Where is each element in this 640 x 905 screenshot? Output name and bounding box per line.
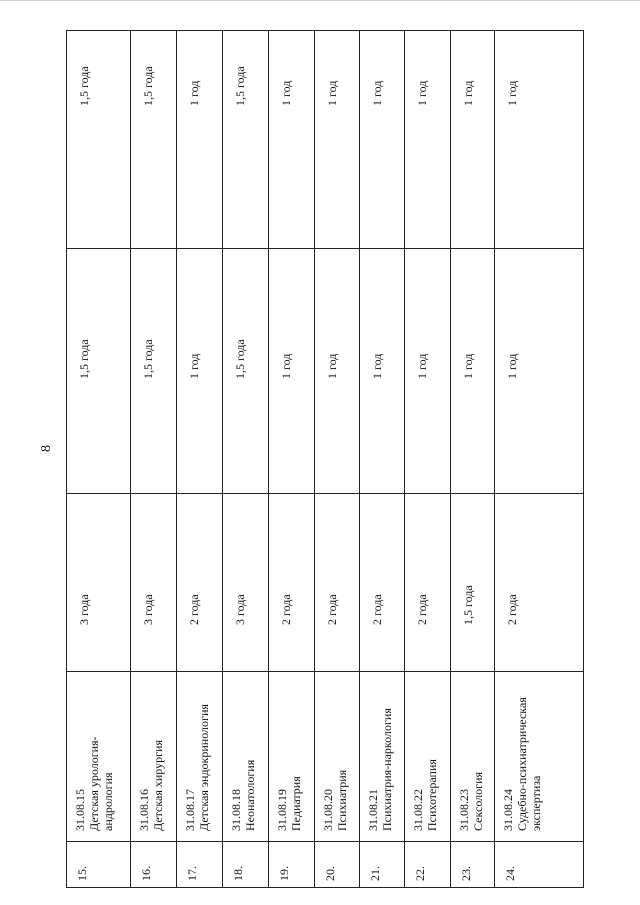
cell-col4 [315, 248, 359, 493]
specialty-text [457, 772, 485, 831]
cell-col3 [360, 493, 404, 671]
duration-col3: 2 года [325, 594, 339, 625]
specialty-name-line: Педиатрия [289, 776, 303, 831]
cell-col4 [269, 248, 314, 493]
cell-num [315, 841, 359, 888]
table-row [360, 30, 405, 888]
cell-col4 [405, 248, 450, 493]
cell-num [495, 841, 583, 888]
duration-col4: 1 год [370, 353, 384, 379]
cell-col4 [360, 248, 404, 493]
duration-col5: 1 год [187, 80, 201, 106]
duration-col5: 1,5 года [77, 66, 91, 106]
cell-num [405, 841, 450, 888]
cell-col3 [177, 493, 222, 671]
table-row [66, 30, 131, 888]
cell-name [67, 671, 130, 841]
cell-num [269, 841, 314, 888]
duration-col4: 1,5 года [141, 339, 155, 379]
page-top-edge [0, 0, 640, 1]
specialty-name-line: Психиатрия [335, 769, 349, 831]
cell-col5 [269, 30, 314, 248]
cell-col3 [315, 493, 359, 671]
cell-col3 [223, 493, 268, 671]
table-row [405, 30, 451, 888]
cell-num [223, 841, 268, 888]
specialty-name-line: Психотерапия [425, 759, 439, 831]
cell-col4 [177, 248, 222, 493]
table-row [451, 30, 495, 888]
duration-col3: 2 года [415, 594, 429, 625]
row-number: 16. [139, 866, 153, 881]
duration-col3: 2 года [505, 594, 519, 625]
duration-col4: 1 год [461, 353, 475, 379]
specialty-code: 31.08.23 [457, 789, 471, 831]
cell-num [177, 841, 222, 888]
specialty-code: 31.08.20 [321, 789, 335, 831]
specialty-name-line: Сексология [471, 771, 485, 831]
row-number: 23. [459, 866, 473, 881]
duration-col5: 1 год [415, 80, 429, 106]
table-row [269, 30, 315, 888]
duration-col5: 1 год [505, 80, 519, 106]
cell-col5 [315, 30, 359, 248]
cell-col5 [67, 30, 130, 248]
cell-col5 [177, 30, 222, 248]
cell-name [495, 671, 583, 841]
duration-col5: 1,5 года [233, 66, 247, 106]
specialty-name-line: Детская эндокринология [197, 704, 211, 831]
specialty-code: 31.08.19 [275, 789, 289, 831]
duration-col4: 1 год [415, 353, 429, 379]
cell-col4 [223, 248, 268, 493]
specialty-name-line: Детская хирургия [151, 740, 165, 831]
cell-col5 [451, 30, 494, 248]
specialty-name-line: Детская урология- [87, 736, 101, 831]
duration-col4: 1 год [505, 353, 519, 379]
duration-col3: 3 года [77, 594, 91, 625]
cell-col3 [405, 493, 450, 671]
specialty-code: 31.08.21 [366, 789, 380, 831]
specialty-code: 31.08.16 [137, 789, 151, 831]
cell-num [451, 841, 494, 888]
cell-col4 [495, 248, 583, 493]
duration-col4: 1,5 года [77, 339, 91, 379]
specialty-code: 31.08.24 [501, 789, 515, 831]
table-row [315, 30, 360, 888]
cell-col5 [405, 30, 450, 248]
row-number: 15. [75, 866, 89, 881]
specialty-text [501, 697, 543, 831]
duration-col3: 3 года [141, 594, 155, 625]
duration-col5: 1 год [461, 80, 475, 106]
cell-col5 [131, 30, 176, 248]
cell-col3 [269, 493, 314, 671]
page-number: 8 [39, 445, 54, 452]
specialty-name-line: экспертиза [529, 775, 543, 831]
duration-col4: 1 год [325, 353, 339, 379]
cell-col3 [495, 493, 583, 671]
specialty-code: 31.08.18 [229, 789, 243, 831]
cell-name [177, 671, 222, 841]
specialty-name-line: андрология [101, 772, 115, 831]
cell-name [269, 671, 314, 841]
cell-name [360, 671, 404, 841]
table-row [131, 30, 177, 888]
specialty-name-line: Неонатология [243, 759, 257, 831]
duration-col3: 2 года [370, 594, 384, 625]
row-number: 19. [277, 866, 291, 881]
row-number: 17. [185, 866, 199, 881]
row-number: 24. [503, 866, 517, 881]
cell-col3 [451, 493, 494, 671]
duration-col3: 2 года [187, 594, 201, 625]
specialty-text [73, 736, 115, 831]
specialty-text [411, 759, 439, 831]
duration-col4: 1 год [187, 353, 201, 379]
duration-col3: 2 года [279, 594, 293, 625]
row-number: 18. [231, 866, 245, 881]
cell-name [405, 671, 450, 841]
specialty-name-line: Судебно-психиатрическая [515, 697, 529, 831]
cell-col5 [223, 30, 268, 248]
duration-col4: 1,5 года [233, 339, 247, 379]
duration-col5: 1 год [325, 80, 339, 106]
cell-col4 [131, 248, 176, 493]
row-number: 20. [323, 866, 337, 881]
cell-col5 [495, 30, 583, 248]
duration-col5: 1 год [279, 80, 293, 106]
cell-col3 [67, 493, 130, 671]
specialty-text [229, 760, 257, 831]
specialty-code: 31.08.15 [73, 789, 87, 831]
table-row [177, 30, 223, 888]
cell-col5 [360, 30, 404, 248]
cell-num [131, 841, 176, 888]
cell-name [451, 671, 494, 841]
cell-name [131, 671, 176, 841]
specialty-text [137, 740, 165, 831]
duration-col5: 1 год [370, 80, 384, 106]
specialty-text [366, 708, 394, 831]
cell-col3 [131, 493, 176, 671]
specialty-code: 31.08.22 [411, 789, 425, 831]
duration-col4: 1 год [279, 353, 293, 379]
table-row [495, 30, 584, 888]
cell-name [315, 671, 359, 841]
specialty-code: 31.08.17 [183, 789, 197, 831]
duration-col5: 1,5 года [141, 66, 155, 106]
cell-num [67, 841, 130, 888]
duration-col3: 3 года [233, 594, 247, 625]
specialty-name-line: Психиатрия-наркология [380, 708, 394, 831]
cell-col4 [67, 248, 130, 493]
duration-col3: 1,5 года [461, 585, 475, 625]
table-row [223, 30, 269, 888]
row-number: 21. [368, 866, 382, 881]
specialty-text [275, 776, 303, 831]
cell-col4 [451, 248, 494, 493]
program-duration-table [66, 30, 584, 888]
specialty-text [321, 770, 349, 831]
specialty-text [183, 704, 211, 831]
cell-name [223, 671, 268, 841]
row-number: 22. [413, 866, 427, 881]
cell-num [360, 841, 404, 888]
